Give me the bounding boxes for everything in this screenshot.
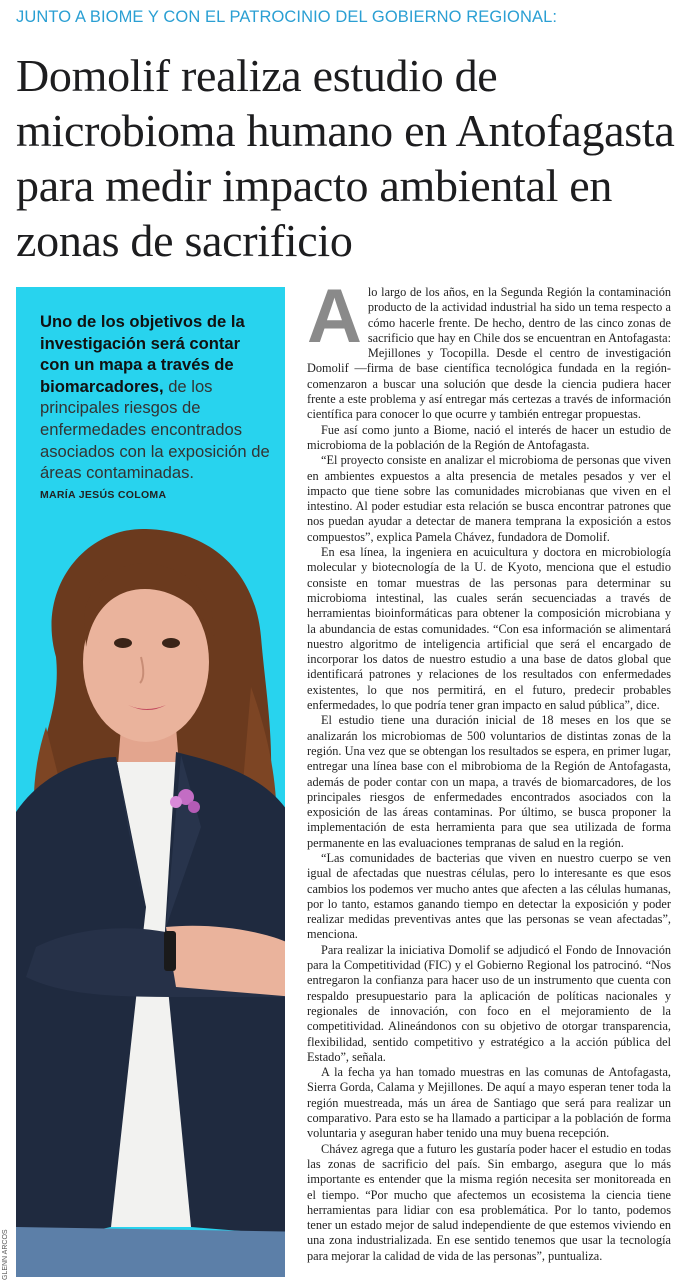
sidebar-box [16, 287, 285, 1277]
drop-cap: A [307, 274, 362, 359]
paragraph-6: “Las comunidades de bacterias que viven en nuestro cuerpo se ven igual de afectadas que nuestras células, pero lo interesante es que esos cambios los podemos ver mucho antes que afecten a las células humanas, por lo tanto, estamos ganando tiempo en detectar la exposición y poder realizar medidas preventivas antes que las personas se vean afectadas”, menciona. [307, 850, 671, 942]
headline: Domolif realiza estudio de microbioma humano en Antofagasta para medir impacto ambiental en zonas de sacrificio [16, 50, 675, 266]
portrait-photo [16, 527, 285, 1277]
paragraph-9: Chávez agrega que a futuro les gustaría poder hacer el estudio en todas las zonas de sacrificio del país. Sin embargo, asegura que lo más importante es entender que la misma región necesita ser monitoreada en el tiempo. “Por mucho que afectemos un ecosistema la ciencia tiene herramientas para lidiar con esa problemática. Por lo tanto, podemos tener un estado mejor de salud independiente de que estemos viviendo en una zona industrializada. En ese sentido tenemos que usar la tecnología para mejorar la calidad de vida de las personas”, puntualiza. [307, 1141, 671, 1263]
paragraph-3: “El proyecto consiste en analizar el microbioma de personas que viven en ambientes expuestos a alta presencia de metales pesados y ver el impacto que tiene sobre las comunidades microbianas que viven en el intestino. Al poder estudiar esta relación se busca encontrar patrones que nos puedan ayudar a detectar de manera temprana la exposición a estos compuestos”, explica Pamela Chávez, fundadora de Domolif. [307, 453, 671, 544]
photo-credit: GLENN ARCOS [2, 1229, 9, 1280]
paragraph-1: Alo largo de los años, en la Segunda Región la contaminación producto de la actividad industrial ha sido un tema respecto a cómo hacerle frente. De hecho, dentro de las cinco zonas de sacrificio que hay en Chile dos se encuentran en Antofagasta: Mejillones y Tocopilla. Desde el centro de investigación Domolif —firma de base científica tecnológica fundada en la región- comenzaron a buscar una solución que desde la ciencia pudiera hacer frente a este problema y así entregar más certezas a través de información científica para conocer lo que ocurre y también entregar propuestas. [307, 274, 671, 422]
paragraph-7: Para realizar la iniciativa Domolif se adjudicó el Fondo de Innovación para la Competitividad (FIC) y el Gobierno Regional los patrocinó. “Nos entregaron la confianza para hacer uso de un instrumento que cuenta con respaldo presupuestario para la aplicación de políticas nacionales y regionales de innovación, con foco en el mejoramiento de la competitividad. Alineándonos con su objetivo de otorgar transparencia, flexibilidad, sentido competitivo y estratégico a la acción pública del Estado”, señala. [307, 942, 671, 1064]
kicker: JUNTO A BIOME Y CON EL PATROCINIO DEL GOBIERNO REGIONAL: [16, 8, 558, 26]
callout-rest: de los principales riesgos de enfermedades encontrados asociados con la exposición de áreas contaminadas. [40, 376, 270, 483]
paragraph-5: El estudio tiene una duración inicial de 18 meses en los que se analizarán los microbiomas de 500 voluntarios de distintas zonas de la región. Una vez que se obtengan los resultados se espera, en primer lugar, entregar una línea base con el mibrobioma de la Región de Antofagasta, además de poder contar con un mapa, a través de biomarcadores, de los principales riesgos de enfermedades encontrados asociados con la exposición de las áreas contaminas. Por último, se busca proponer la implementación de esta herramienta para que sea utilizada de forma permanente en las evaluaciones tempranas de salud en la región. [307, 713, 671, 850]
paragraph-4: En esa línea, la ingeniera en acuicultura y doctora en microbiología molecular y biotecnología de la U. de Kyoto, menciona que el estudio consiste en tomar muestras de las personas para determinar su microbioma intestinal, las cuales serán secuenciadas a través de herramientas bioinformáticas para obtener la composición microbiana y la abundancia de estas comunidades. “Con esa información se alimentará nuestro algoritmo de inteligencia artificial que será el encargado de incorporar los datos de nuestro estudio a una base de datos global que identificará patrones y relaciones de los resultados con enfermedades existentes, lo que nos permitirá, en el futuro, predecir probables enfermedades, lo que podría tener gran impacto en salud pública”, dice. [307, 545, 671, 713]
article-body [307, 274, 671, 1264]
callout-quote [40, 311, 272, 484]
jeans [16, 1227, 285, 1277]
paragraph-8: A la fecha ya han tomado muestras en las comunas de Antofagasta, Sierra Gorda, Calama y Mejillones. De aquí a mayo esperan tener toda la región muestreada, más un área de Santiago que será para realizar un comparativo. Para esto se ha llamado a participar a la población de forma voluntaria y aseguran haber tenido una muy buena recepción. [307, 1065, 671, 1141]
callout-bold: Uno de los objetivos de la investigación será contar con un mapa a través de biomarcadores, [40, 312, 245, 396]
author-byline: MARÍA JESÚS COLOMA [40, 489, 167, 501]
paragraph-2: Fue así como junto a Biome, nació el interés de hacer un estudio de microbioma de la población de la Región de Antofagasta. [307, 422, 671, 452]
